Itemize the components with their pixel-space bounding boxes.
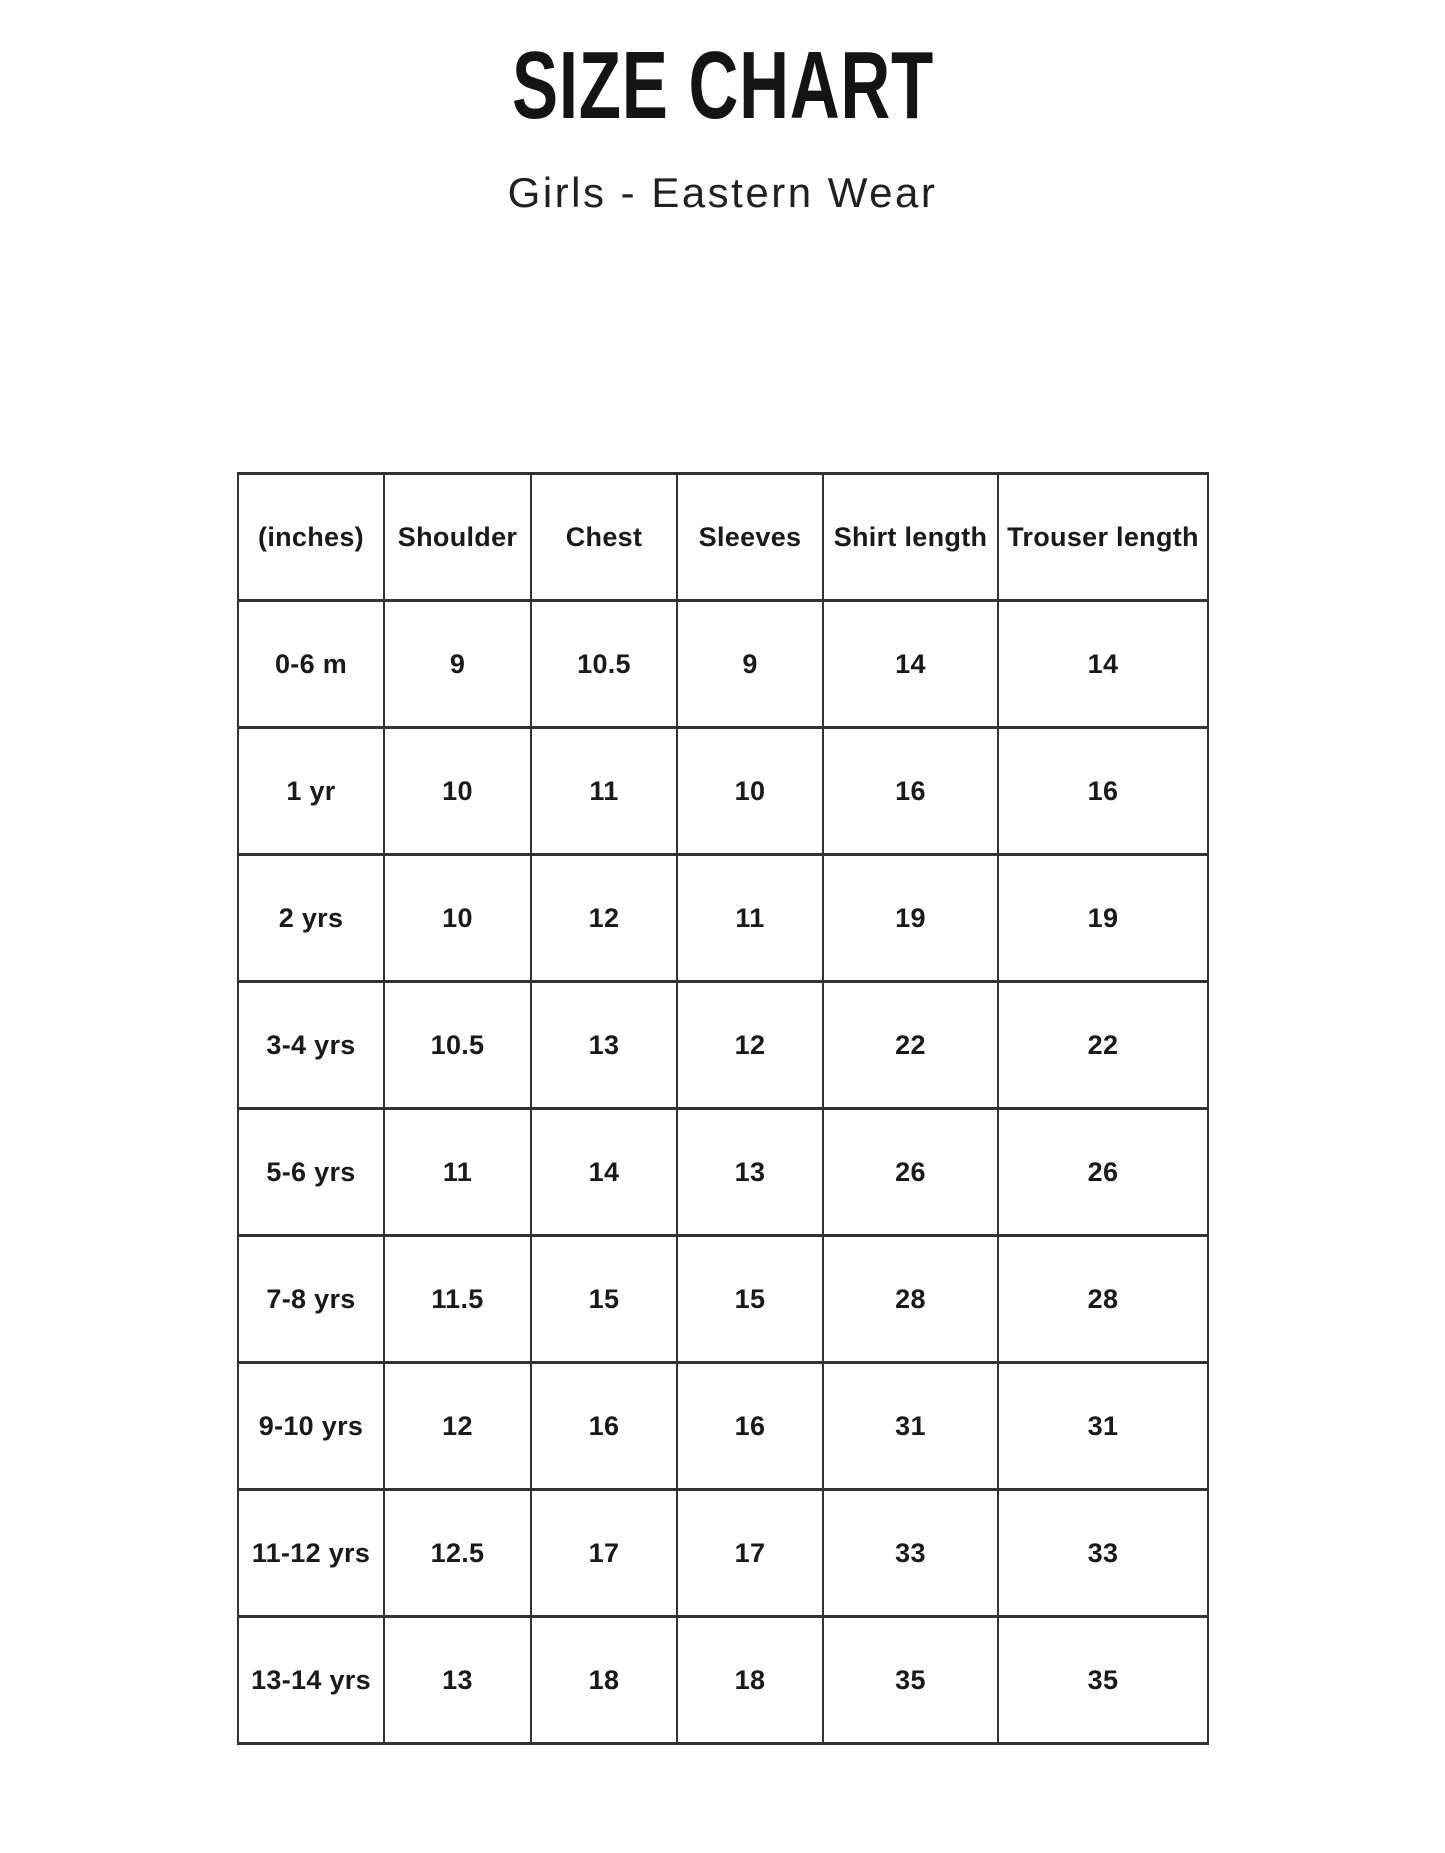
size-label-cell: 13-14 yrs [238, 1617, 384, 1744]
value-cell: 14 [998, 601, 1208, 728]
table-body [238, 601, 1208, 1744]
size-label-cell: 0-6 m [238, 601, 384, 728]
value-cell: 10 [677, 728, 823, 855]
table-row [238, 982, 1208, 1109]
value-cell: 11 [384, 1109, 531, 1236]
value-cell: 33 [823, 1490, 998, 1617]
size-label-cell: 11-12 yrs [238, 1490, 384, 1617]
value-cell: 16 [823, 728, 998, 855]
value-cell: 18 [531, 1617, 677, 1744]
table-row [238, 1363, 1208, 1490]
size-label-cell: 3-4 yrs [238, 982, 384, 1109]
column-header-trouser-length: Trouser length [998, 474, 1208, 601]
value-cell: 35 [823, 1617, 998, 1744]
value-cell: 9 [677, 601, 823, 728]
value-cell: 11.5 [384, 1236, 531, 1363]
size-label-cell: 2 yrs [238, 855, 384, 982]
value-cell: 12.5 [384, 1490, 531, 1617]
value-cell: 28 [823, 1236, 998, 1363]
column-header-shirt-length: Shirt length [823, 474, 998, 601]
value-cell: 12 [384, 1363, 531, 1490]
value-cell: 18 [677, 1617, 823, 1744]
value-cell: 33 [998, 1490, 1208, 1617]
header-row [238, 474, 1208, 601]
value-cell: 16 [531, 1363, 677, 1490]
table-row [238, 728, 1208, 855]
value-cell: 14 [823, 601, 998, 728]
value-cell: 17 [531, 1490, 677, 1617]
value-cell: 11 [531, 728, 677, 855]
value-cell: 16 [998, 728, 1208, 855]
value-cell: 9 [384, 601, 531, 728]
table-head [238, 474, 1208, 601]
table-row [238, 601, 1208, 728]
size-label-cell: 7-8 yrs [238, 1236, 384, 1363]
table-row [238, 1490, 1208, 1617]
size-label-cell: 1 yr [238, 728, 384, 855]
page-title-text: SIZE CHART [511, 32, 934, 139]
table-row [238, 1617, 1208, 1744]
size-chart-table [237, 472, 1209, 1745]
size-label-cell: 5-6 yrs [238, 1109, 384, 1236]
value-cell: 26 [998, 1109, 1208, 1236]
table-row [238, 855, 1208, 982]
page-subtitle: Girls - Eastern Wear [507, 169, 938, 216]
page-title [0, 32, 1445, 139]
column-header-sleeves: Sleeves [677, 474, 823, 601]
value-cell: 15 [531, 1236, 677, 1363]
value-cell: 12 [531, 855, 677, 982]
value-cell: 10 [384, 728, 531, 855]
value-cell: 17 [677, 1490, 823, 1617]
value-cell: 16 [677, 1363, 823, 1490]
table-row [238, 1236, 1208, 1363]
value-cell: 26 [823, 1109, 998, 1236]
value-cell: 14 [531, 1109, 677, 1236]
value-cell: 15 [677, 1236, 823, 1363]
value-cell: 12 [677, 982, 823, 1109]
value-cell: 22 [823, 982, 998, 1109]
value-cell: 22 [998, 982, 1208, 1109]
column-header-unit: (inches) [238, 474, 384, 601]
value-cell: 10 [384, 855, 531, 982]
value-cell: 10.5 [531, 601, 677, 728]
value-cell: 13 [384, 1617, 531, 1744]
value-cell: 31 [823, 1363, 998, 1490]
value-cell: 11 [677, 855, 823, 982]
value-cell: 35 [998, 1617, 1208, 1744]
value-cell: 13 [677, 1109, 823, 1236]
size-label-cell: 9-10 yrs [238, 1363, 384, 1490]
value-cell: 10.5 [384, 982, 531, 1109]
value-cell: 31 [998, 1363, 1208, 1490]
value-cell: 19 [998, 855, 1208, 982]
value-cell: 19 [823, 855, 998, 982]
value-cell: 13 [531, 982, 677, 1109]
column-header-chest: Chest [531, 474, 677, 601]
column-header-shoulder: Shoulder [384, 474, 531, 601]
table-row [238, 1109, 1208, 1236]
value-cell: 28 [998, 1236, 1208, 1363]
